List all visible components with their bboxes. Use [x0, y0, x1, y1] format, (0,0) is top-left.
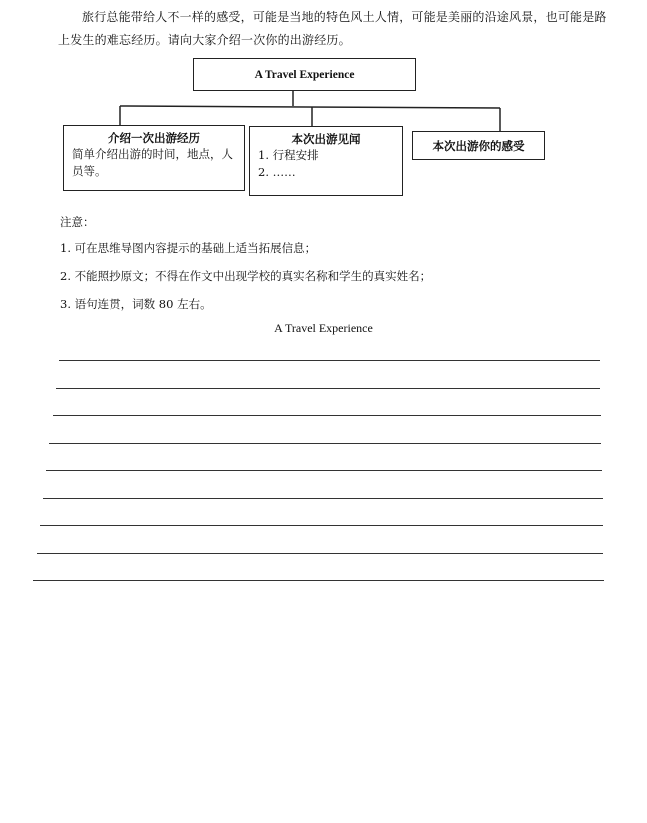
note-item: 3. 语句连贯，词数 80 左右。 — [60, 297, 212, 311]
writing-line[interactable] — [59, 360, 600, 361]
writing-line[interactable] — [49, 443, 601, 444]
answer-title: A Travel Experience — [274, 321, 373, 335]
branch-heading: 介绍一次出游经历 — [108, 131, 200, 145]
writing-line[interactable] — [33, 580, 604, 581]
notes-heading: 注意： — [60, 215, 95, 229]
notes-section — [60, 212, 431, 322]
writing-line[interactable] — [46, 470, 602, 471]
mind-map-root-label: A Travel Experience — [254, 68, 355, 81]
instructions-paragraph: 旅行总能带给人不一样的感受，可能是当地的特色风土人情，可能是美丽的沿途风景，也可能是路上发生的难忘经历。请向大家介绍一次你的出游经历。 — [58, 10, 607, 47]
branch-item: 2. …… — [258, 165, 296, 179]
branch-heading: 本次出游你的感受 — [432, 138, 525, 153]
writing-line[interactable] — [37, 553, 604, 554]
writing-line[interactable] — [43, 498, 603, 499]
mind-map-root — [193, 58, 416, 91]
branch-item: 1. 行程安排 — [258, 148, 319, 162]
writing-line[interactable] — [56, 388, 601, 389]
mind-map-branch-feelings — [412, 131, 545, 160]
mind-map-branch-introduction — [63, 125, 245, 191]
note-item: 2. 不能照抄原文；不得在作文中出现学校的真实名称和学生的真实姓名； — [60, 269, 432, 283]
note-item: 1. 可在思维导图内容提示的基础上适当拓展信息； — [60, 241, 317, 255]
branch-heading: 本次出游见闻 — [291, 132, 361, 146]
writing-line[interactable] — [40, 525, 603, 526]
writing-line[interactable] — [53, 415, 601, 416]
mind-map-branch-experiences — [249, 126, 403, 196]
branch-body: 简单介绍出游的时间，地点，人员等。 — [72, 147, 233, 178]
